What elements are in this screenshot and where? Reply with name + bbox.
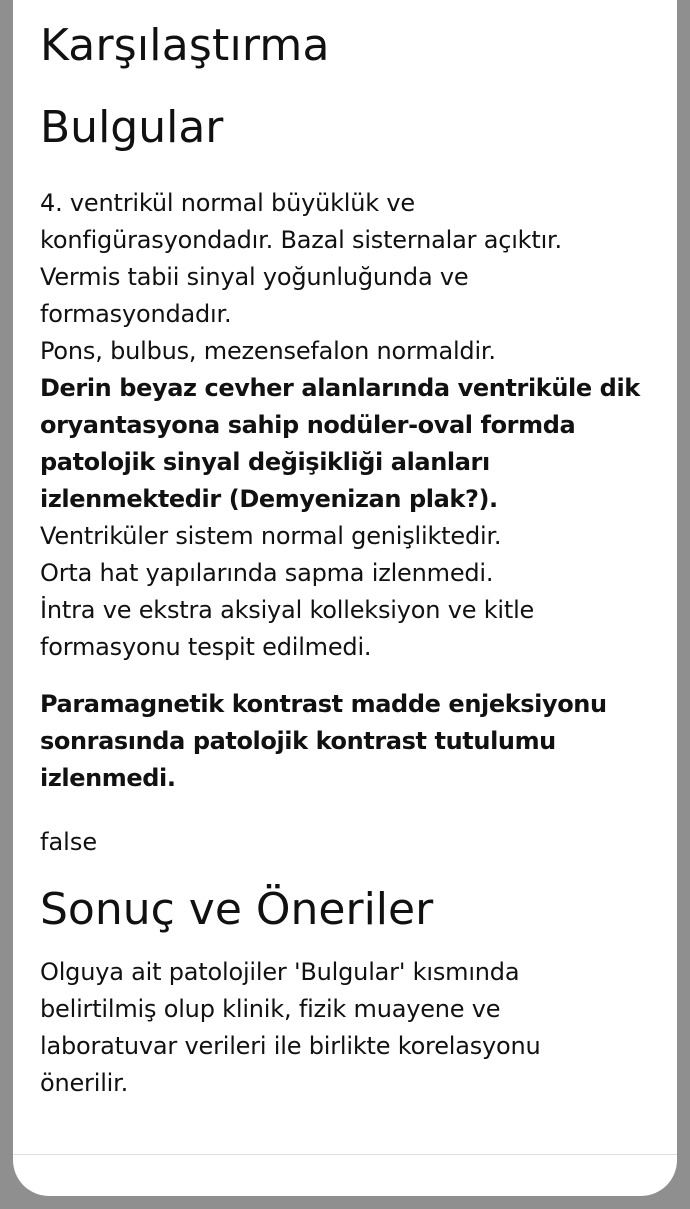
- contrast-line: Paramagnetik kontrast madde enjeksiyonu: [40, 690, 607, 718]
- findings-line-highlight: patolojik sinyal değişikliği alanları: [40, 448, 490, 476]
- findings-line: formasyondadır.: [40, 300, 232, 328]
- contrast-line: sonrasında patolojik kontrast tutulumu: [40, 727, 556, 755]
- conclusion-line: belirtilmiş olup klinik, fizik muayene ve: [40, 995, 501, 1023]
- bottom-divider: [13, 1154, 677, 1155]
- comparison-heading: Karşılaştırma: [40, 20, 330, 71]
- conclusion-line: önerilir.: [40, 1069, 129, 1097]
- conclusion-heading: Sonuç ve Öneriler: [40, 884, 434, 935]
- findings-line: İntra ve ekstra aksiyal kolleksiyon ve kitle: [40, 596, 535, 624]
- flag-value-text: false: [40, 828, 98, 856]
- findings-line: Vermis tabii sinyal yoğunluğunda ve: [40, 263, 469, 291]
- report-card: [13, 0, 677, 1196]
- findings-line-highlight: izlenmektedir (Demyenizan plak?).: [40, 485, 498, 513]
- conclusion-body: [40, 954, 650, 1102]
- conclusion-line: laboratuvar verileri ile birlikte korelasyonu: [40, 1032, 541, 1060]
- findings-line: Ventriküler sistem normal genişliktedir.: [40, 522, 502, 550]
- contrast-findings: [40, 686, 650, 797]
- findings-line-highlight: Derin beyaz cevher alanlarında ventriküle dik: [40, 374, 640, 402]
- conclusion-line: Olguya ait patolojiler 'Bulgular' kısmında: [40, 958, 520, 986]
- contrast-line: izlenmedi.: [40, 764, 176, 792]
- findings-line: Pons, bulbus, mezensefalon normaldir.: [40, 337, 496, 365]
- findings-heading: Bulgular: [40, 102, 224, 153]
- findings-line: Orta hat yapılarında sapma izlenmedi.: [40, 559, 494, 587]
- findings-line-highlight: oryantasyona sahip nodüler-oval formda: [40, 411, 576, 439]
- findings-line: formasyonu tespit edilmedi.: [40, 633, 372, 661]
- findings-line: konfigürasyondadır. Bazal sisternalar açıktır.: [40, 226, 562, 254]
- findings-body: [40, 185, 650, 666]
- findings-line: 4. ventrikül normal büyüklük ve: [40, 189, 415, 217]
